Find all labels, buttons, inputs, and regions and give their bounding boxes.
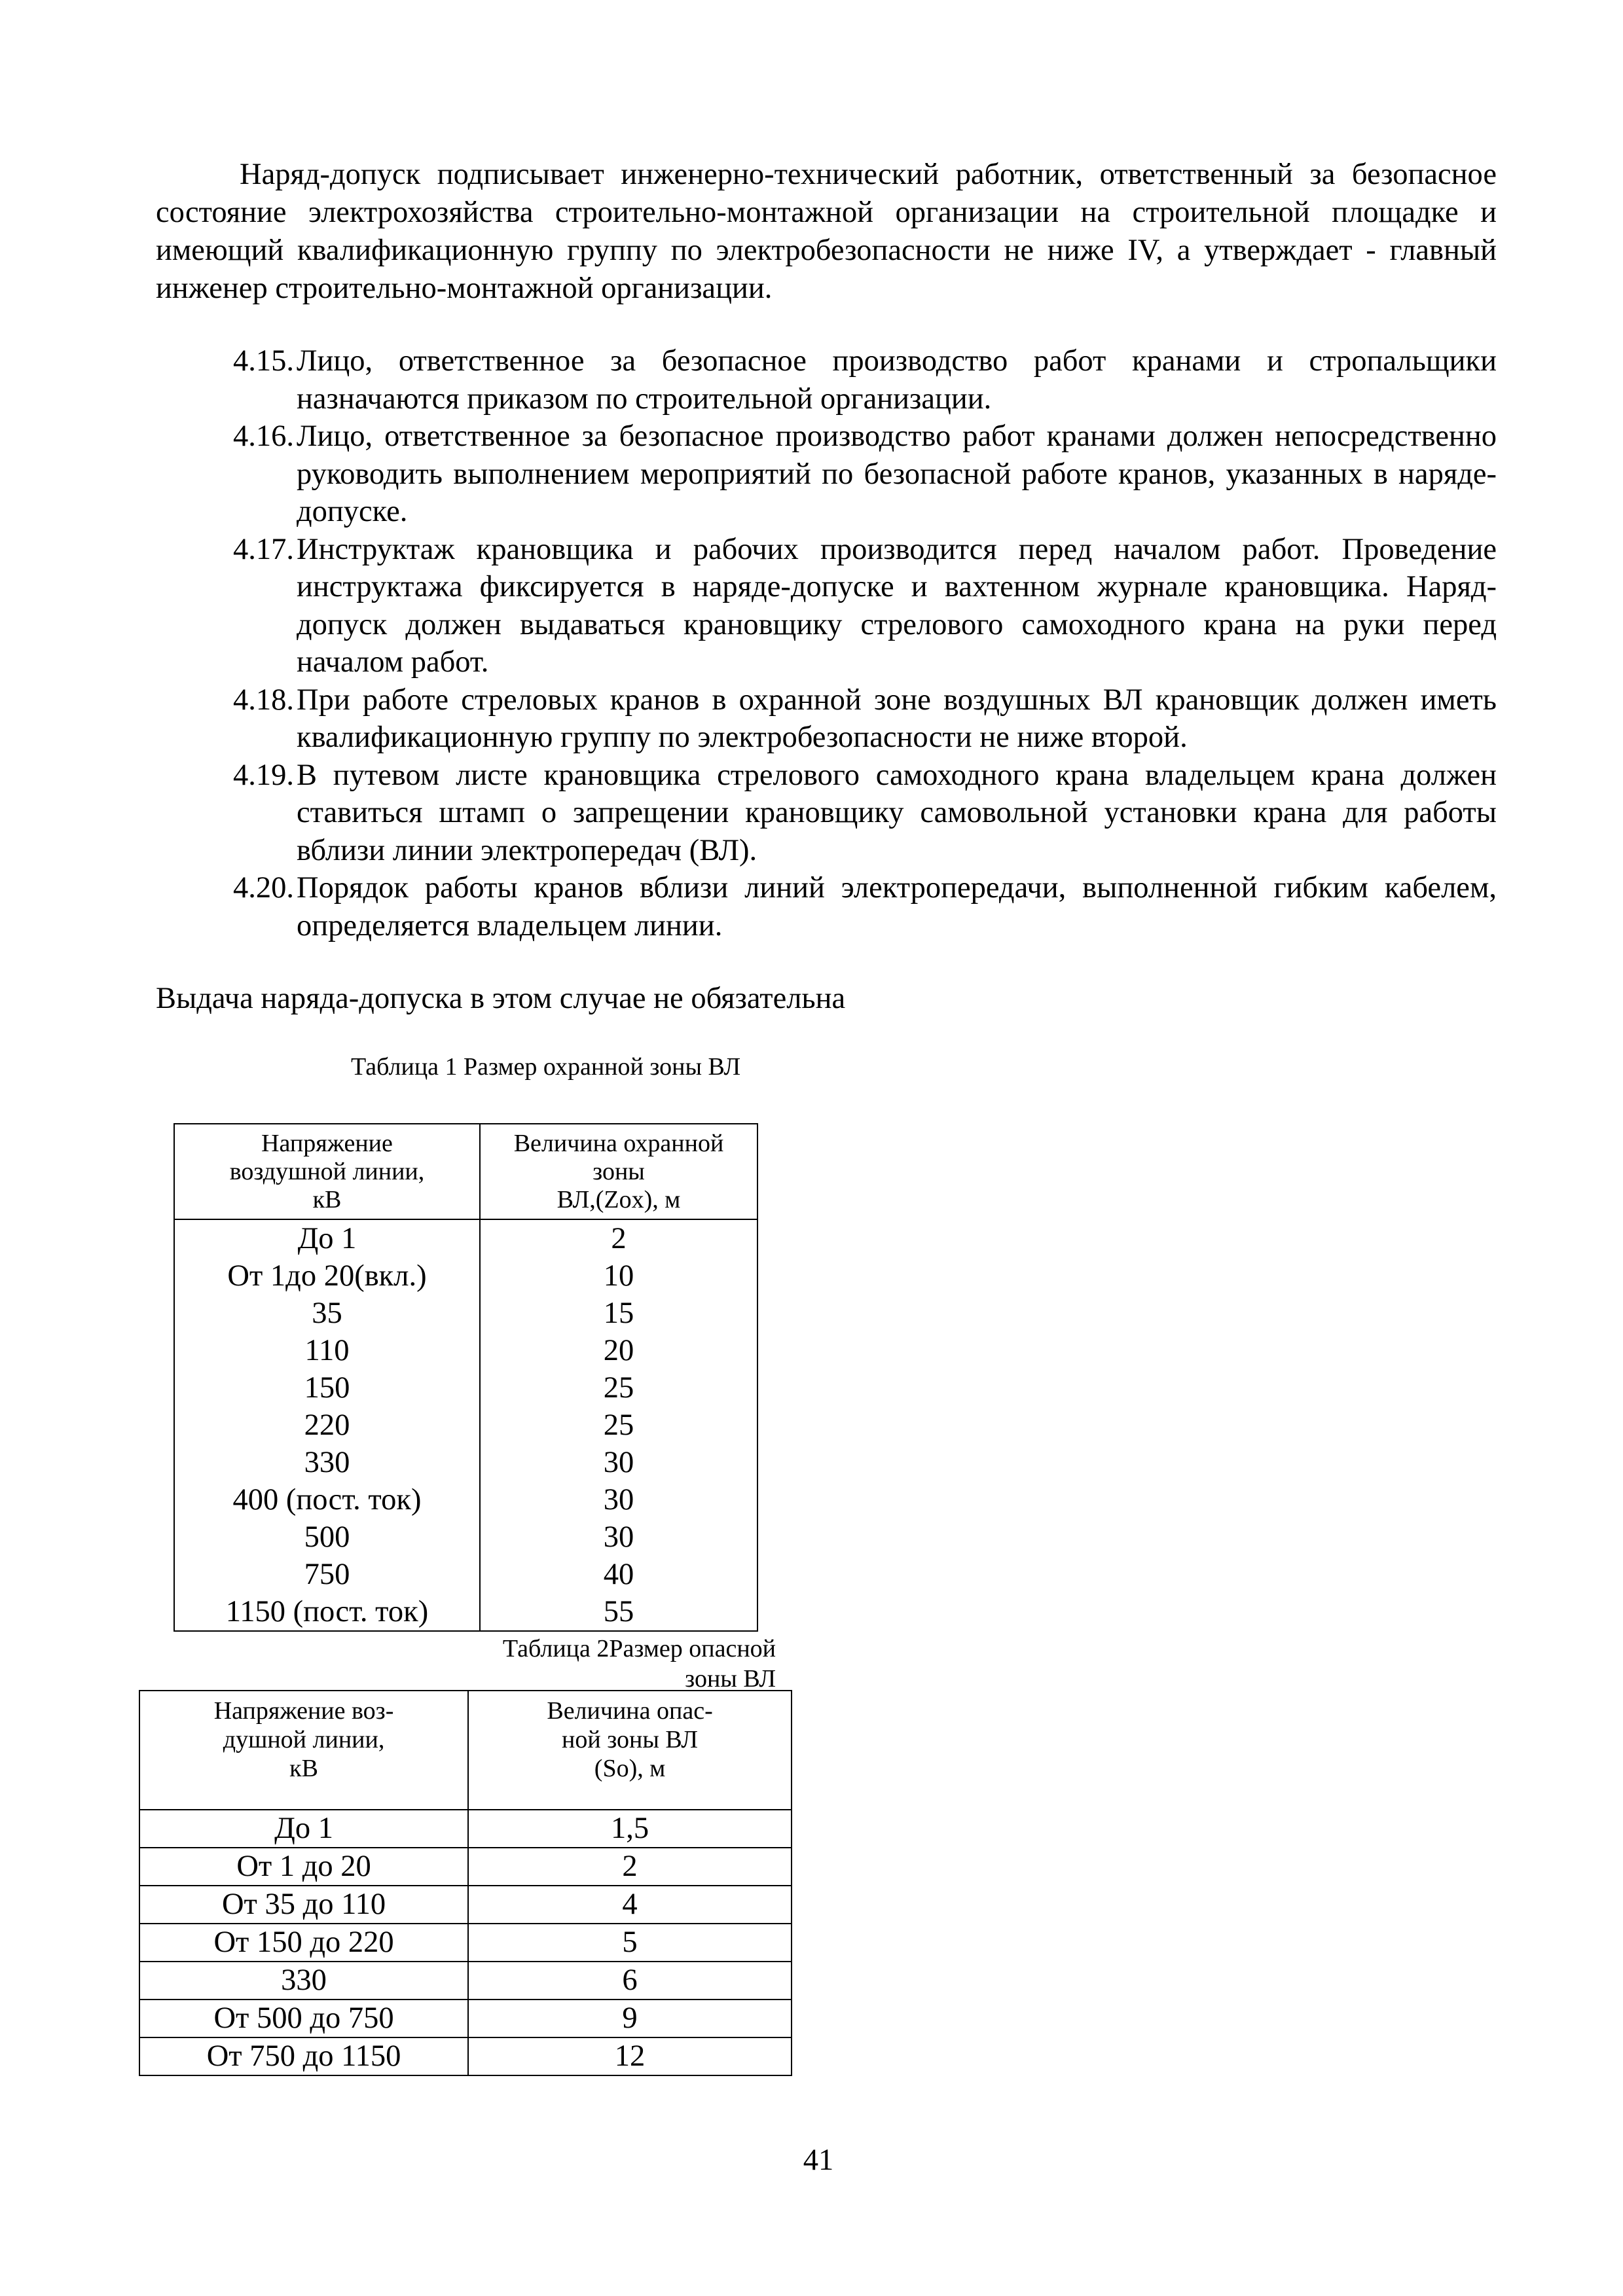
list-item	[156, 681, 1497, 757]
table-cell: 55	[603, 1595, 634, 1628]
table1-header-zone: Величина охранной зоны ВЛ,(Zox), м	[480, 1124, 757, 1219]
table-row	[139, 1962, 792, 2000]
table-cell: 150	[304, 1371, 350, 1405]
table2-caption: Таблица 2Размер опасной зоны ВЛ	[502, 1635, 776, 1693]
table-row	[139, 2000, 792, 2037]
table-cell: От 500 до 750	[139, 2000, 468, 2037]
table-cell: 5	[468, 1924, 792, 1962]
item-number: 4.19.	[233, 758, 294, 792]
item-number: 4.15.	[233, 344, 294, 378]
table2-header-voltage: Напряжение воз- душной линии, кВ	[139, 1691, 468, 1810]
table-cell: 10	[603, 1259, 634, 1293]
table-cell: От 1до 20(вкл.)	[227, 1259, 427, 1293]
table-header-row	[174, 1124, 757, 1219]
table-body	[174, 1219, 757, 1631]
intro-paragraph: Наряд-допуск подписывает инженерно-технический работник, ответственный за безопасное состояние электрохозяйства строительно-монтажной организации на строительной площадке и имеющий квалификационную группу по электробезопасности не ниже IV, а утверждает - главный инженер строительно-монтажной организации.	[156, 158, 1497, 305]
table-cell: 220	[304, 1408, 350, 1442]
table-cell: 15	[603, 1297, 634, 1330]
table-cell: От 1 до 20	[139, 1848, 468, 1886]
table-cell: 25	[603, 1371, 634, 1405]
list-item	[156, 531, 1497, 681]
table-cell: 1,5	[468, 1810, 792, 1848]
table1-header-voltage: Напряжение воздушной линии, кВ	[174, 1124, 480, 1219]
item-text: Порядок работы кранов вблизи линий электропередачи, выполненной гибким кабелем, определяется владельцем линии.	[297, 871, 1497, 942]
table1-caption: Таблица 1 Размер охранной зоны ВЛ	[351, 1053, 741, 1081]
table-cell: 500	[304, 1520, 350, 1554]
numbered-list	[156, 342, 1497, 944]
table-row	[139, 1810, 792, 1848]
table-cell: 400 (пост. ток)	[232, 1483, 422, 1516]
table-cell: 30	[603, 1520, 634, 1554]
table-cell: 110	[304, 1334, 350, 1367]
table2-header-zone: Величина опас- ной зоны ВЛ (So), м	[468, 1691, 792, 1810]
table-cell: 330	[304, 1446, 350, 1479]
list-item	[156, 869, 1497, 944]
item-text: При работе стреловых кранов в охранной зоне воздушных ВЛ крановщик должен иметь квалификационную группу по электробезопасности не ниже второй.	[297, 683, 1497, 754]
table-cell: До 1	[297, 1222, 357, 1255]
table-row	[139, 1924, 792, 1962]
list-item	[156, 757, 1497, 870]
item-number: 4.17.	[233, 532, 294, 566]
table-row	[139, 1848, 792, 1886]
table-cell: 30	[603, 1483, 634, 1516]
page-number: 41	[803, 2144, 834, 2177]
table-protected-zone	[173, 1123, 758, 1632]
table-row	[139, 2037, 792, 2075]
table-header-row	[139, 1691, 792, 1810]
table-cell: 330	[139, 1962, 468, 2000]
table-cell: 12	[468, 2037, 792, 2075]
table-cell: 2	[611, 1222, 627, 1255]
table-cell: 20	[603, 1334, 634, 1367]
table1-voltage-column	[174, 1219, 480, 1631]
table-cell: До 1	[139, 1810, 468, 1848]
list-item	[156, 342, 1497, 418]
table-cell: 30	[603, 1446, 634, 1479]
table-cell: 40	[603, 1558, 634, 1591]
table-cell: 2	[468, 1848, 792, 1886]
table-row	[139, 1886, 792, 1924]
table-cell: 35	[312, 1297, 342, 1330]
table-cell: От 150 до 220	[139, 1924, 468, 1962]
item-text: Лицо, ответственное за безопасное производство работ кранами и стропальщики назначаются приказом по строительной организации.	[297, 344, 1497, 416]
table-cell: От 750 до 1150	[139, 2037, 468, 2075]
table-cell: 1150 (пост. ток)	[225, 1595, 429, 1628]
item-text: Инструктаж крановщика и рабочих производится перед началом работ. Проведение инструктажа фиксируется в наряде-допуске и вахтенном журнале крановщика. Наряд-допуск должен выдаваться крановщику стрелового самоходного крана на руки перед началом работ.	[297, 532, 1497, 679]
table1-zone-column	[480, 1219, 757, 1631]
table-danger-zone	[139, 1690, 792, 2076]
list-item	[156, 418, 1497, 531]
table-cell: 6	[468, 1962, 792, 2000]
note-text: Выдача наряда-допуска в этом случае не обязательна	[156, 982, 846, 1015]
item-text: Лицо, ответственное за безопасное производство работ кранами должен непосредственно руководить выполнением мероприятий по безопасной работе кранов, указанных в наряде-допуске.	[297, 420, 1497, 528]
item-number: 4.16.	[233, 420, 294, 453]
table-cell: 4	[468, 1886, 792, 1924]
item-number: 4.20.	[233, 871, 294, 905]
table-cell: 25	[603, 1408, 634, 1442]
item-number: 4.18.	[233, 683, 294, 717]
table-cell: От 35 до 110	[139, 1886, 468, 1924]
table-cell: 750	[304, 1558, 350, 1591]
table-cell: 9	[468, 2000, 792, 2037]
item-text: В путевом листе крановщика стрелового самоходного крана владельцем крана должен ставиться штамп о запрещении крановщику самовольной установки крана для работы вблизи линии электропередач (ВЛ).	[297, 758, 1497, 867]
